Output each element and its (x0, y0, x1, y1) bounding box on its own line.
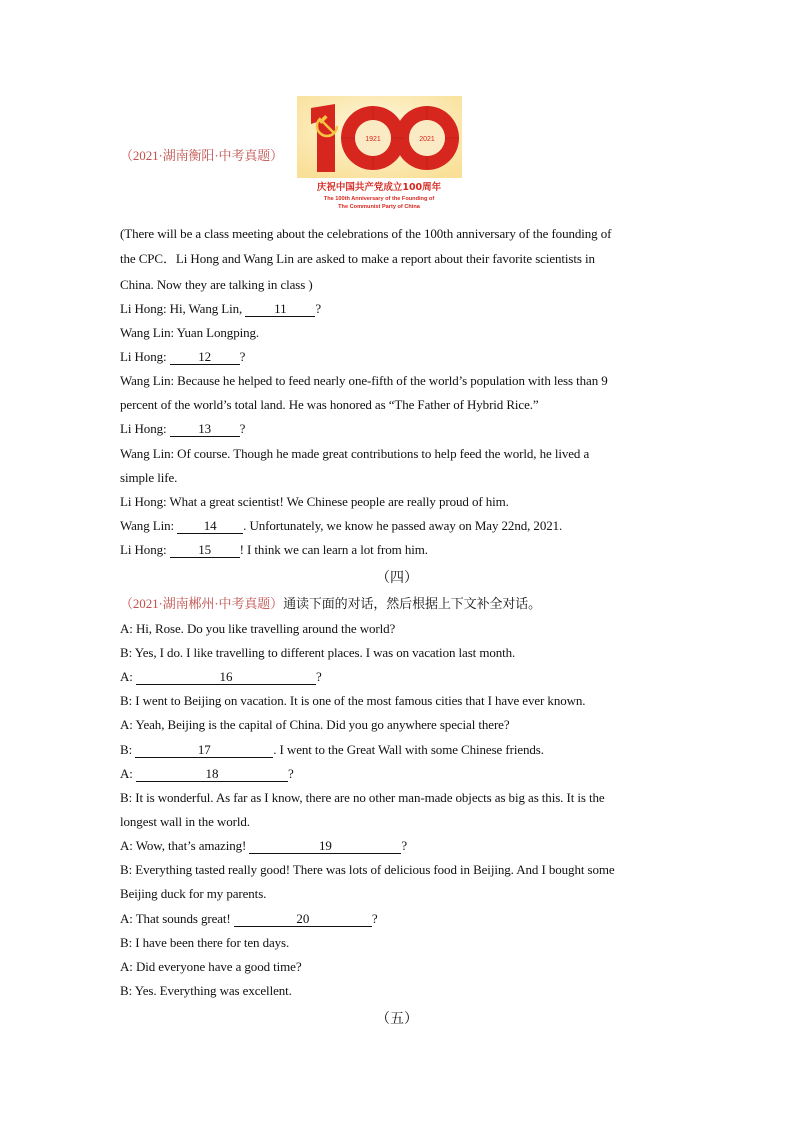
answer-blank-12[interactable]: 12 (170, 350, 240, 365)
dialogue-line (120, 742, 544, 758)
line-text-after: ! I think we can learn a lot from him. (239, 542, 428, 557)
line-text: Li Hong: Hi, Wang Lin, (120, 301, 246, 316)
line-text-after: ? (315, 669, 322, 684)
line-text: Li Hong: (120, 542, 170, 557)
line-text: A: Wow, that’s amazing! (120, 838, 250, 853)
answer-blank-18[interactable]: 18 (136, 767, 288, 782)
line-text: A: Did everyone have a good time? (120, 959, 302, 974)
dialogue-line (120, 446, 589, 462)
line-text: percent of the world’s total land. He was honored as “The Father of Hybrid Rice.” (120, 397, 539, 412)
dialogue-line (120, 645, 515, 661)
answer-blank-19[interactable]: 19 (249, 839, 401, 854)
dialogue-line (120, 301, 321, 317)
dialogue-line (120, 373, 608, 389)
line-text: A: (120, 669, 136, 684)
line-text: Wang Lin: (120, 518, 178, 533)
line-text: Wang Lin: Yuan Longping. (120, 325, 260, 340)
dialogue-line (120, 717, 510, 733)
line-text: B: (120, 742, 136, 757)
line-text: A: Yeah, Beijing is the capital of China. Did you go anywhere special there? (120, 717, 510, 732)
logo-caption-en-2: The Communist Party of China (338, 204, 420, 210)
section4-instruction: 通读下面的对话，然后根据上下文补全对话。 (283, 596, 542, 611)
line-text: Li Hong: What a great scientist! We Chinese people are really proud of him. (120, 494, 509, 509)
line-text: B: I went to Beijing on vacation. It is one of the most famous cities that I have ever known. (120, 693, 586, 708)
line-text: B: Everything tasted really good! There was lots of delicious food in Beijing. And I bought some (120, 862, 615, 877)
line-text: B: It is wonderful. As far as I know, there are no other man-made objects as big as this. It is the (120, 790, 605, 805)
line-text: Li Hong: (120, 349, 170, 364)
dialogue-line (120, 766, 294, 782)
answer-blank-13[interactable]: 13 (170, 422, 240, 437)
line-text: simple life. (120, 470, 178, 485)
dialogue-line (120, 959, 302, 975)
logo-year-left: 1921 (365, 136, 381, 143)
logo-caption-en-1: The 100th Anniversary of the Founding of (323, 196, 435, 202)
dialogue-line (120, 518, 562, 534)
dialogue-line (120, 494, 509, 510)
source-tag-chenzhou: （2021·湖南郴州·中考真题） (120, 596, 284, 611)
dialogue-line (120, 838, 407, 854)
dialogue-line (120, 397, 539, 413)
line-text-after: . Unfortunately, we know he passed away on May 22nd, 2021. (243, 518, 563, 533)
dialogue-line (120, 693, 585, 709)
dialogue-line (120, 911, 378, 927)
line-text-after: ? (287, 766, 294, 781)
answer-blank-14[interactable]: 14 (177, 519, 243, 534)
intro-line-1: (There will be a class meeting about the celebrations of the 100th anniversary of the founding of (120, 226, 612, 241)
dialogue-line (120, 421, 245, 437)
dialogue-line (120, 349, 245, 365)
line-text-after: ? (401, 838, 408, 853)
line-text: A: Hi, Rose. Do you like travelling around the world? (120, 621, 396, 636)
line-text: B: I have been there for ten days. (120, 935, 290, 950)
dialogue-line (120, 325, 259, 341)
intro-line-3: China. Now they are talking in class ) (120, 277, 313, 292)
answer-blank-16[interactable]: 16 (136, 670, 316, 685)
line-text-after: ? (239, 421, 246, 436)
section4-header (120, 596, 541, 612)
dialogue-line (120, 886, 266, 902)
line-text: B: Yes, I do. I like travelling to different places. I was on vacation last month. (120, 645, 516, 660)
dialogue-line (120, 621, 395, 637)
dialogue-line (120, 935, 289, 951)
line-text: Li Hong: (120, 421, 170, 436)
line-text-after: ? (239, 349, 246, 364)
line-text: Beijing duck for my parents. (120, 886, 267, 901)
line-text: A: That sounds great! (120, 911, 234, 926)
dialogue-line (120, 983, 292, 999)
answer-blank-15[interactable]: 15 (170, 543, 240, 558)
line-text: Wang Lin: Of course. Though he made great contributions to help feed the world, he lived a (120, 446, 590, 461)
cpc-100th-anniversary-logo (297, 96, 462, 212)
line-text: A: (120, 766, 136, 781)
line-text: Wang Lin: Because he helped to feed nearly one-fifth of the world’s population with less than 9 (120, 373, 608, 388)
intro-line-2: the CPC．Li Hong and Wang Lin are asked to make a report about their favorite scientists in (120, 251, 595, 266)
answer-blank-17[interactable]: 17 (135, 743, 273, 758)
line-text-after: ? (371, 911, 378, 926)
dialogue-line (120, 669, 322, 685)
section-heading-4: （四） (376, 571, 418, 586)
answer-blank-11[interactable]: 11 (245, 302, 315, 317)
line-text: B: Yes. Everything was excellent. (120, 983, 292, 998)
logo-caption-cn: 庆祝中国共产党成立100周年 (316, 182, 442, 193)
dialogue-line (120, 470, 177, 486)
line-text-after: . I went to the Great Wall with some Chinese friends. (273, 742, 544, 757)
logo-year-right: 2021 (419, 136, 435, 143)
line-text: longest wall in the world. (120, 814, 250, 829)
line-text-after: ? (315, 301, 321, 316)
dialogue-line (120, 862, 615, 878)
source-tag-hengyang: （2021·湖南衡阳·中考真题） (120, 148, 284, 163)
dialogue-line (120, 814, 250, 830)
dialogue-line (120, 790, 605, 806)
answer-blank-20[interactable]: 20 (234, 912, 372, 927)
dialogue-line (120, 542, 428, 558)
section-heading-5: （五） (376, 1012, 418, 1027)
